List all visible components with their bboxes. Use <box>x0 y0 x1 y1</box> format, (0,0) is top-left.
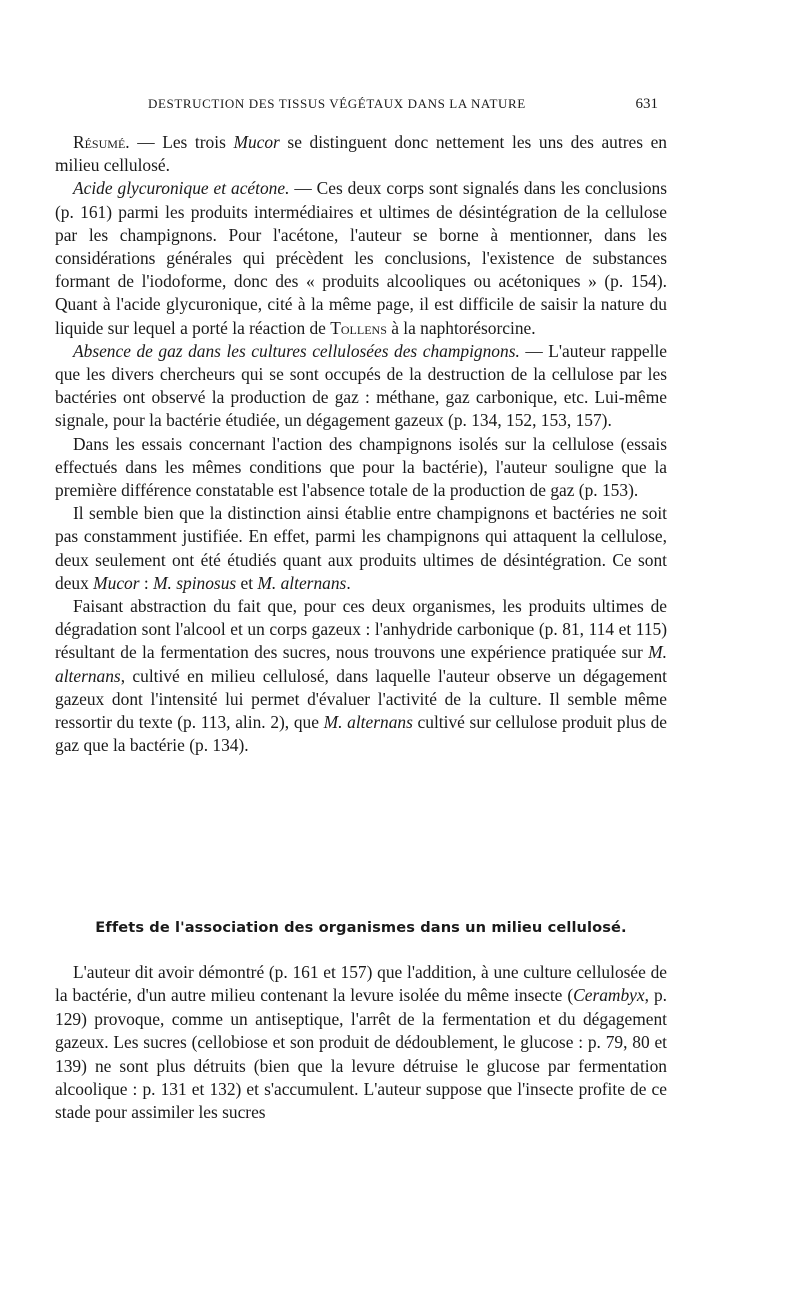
page-number: 631 <box>635 96 658 112</box>
text-run: L'auteur dit avoir démontré (p. 161 et 157) que l'addition, à une culture cellulosée de la bactérie, d'un autre milieu contenant la levure isolée du même insecte ( <box>55 962 667 1006</box>
text-run: . <box>346 572 351 593</box>
italic-run: M. alternans <box>257 572 347 593</box>
author-name: Tollens <box>330 317 387 338</box>
resume-lead: Résumé. <box>73 132 130 152</box>
text-run: Faisant abstraction du fait que, pour ces deux organismes, les produits ultimes de dégradation sont l'alcool et un corps gazeux : l'anhydride carbonique (p. 81, 114 et 115) résultant de la fermentation des sucres, nous trouvons une expérience pratiquée sur <box>55 596 667 663</box>
italic-run: Mucor <box>233 132 280 152</box>
running-header <box>148 96 658 113</box>
text-run: — Les trois <box>129 132 234 152</box>
paragraph-acide-glycuronique <box>55 177 667 339</box>
italic-run: Cerambyx <box>573 985 645 1006</box>
paragraph-absence-de-gaz <box>55 340 667 433</box>
text-run: et <box>236 572 258 593</box>
text-run: Il semble bien que la distinction ainsi établie entre champignons et bactéries ne soit pas constamment justifiée. En effet, parmi les champignons qui attaquent la cellulose, deux seulement ont été étudiés quant aux produits ultimes de désintégration. Ce sont deux <box>55 503 667 593</box>
text-run: cultivé sur cellulose produit plus de gaz que la bactérie (p. 134). <box>55 712 667 756</box>
italic-run: M. spinosus <box>153 572 237 593</box>
text-run: se distinguent donc nettement les uns des autres en milieu cellulosé. <box>55 132 667 176</box>
body-text-lower <box>55 961 667 1125</box>
text-run: — L'auteur rappelle que les divers chercheurs qui se sont occupés de la destruction de la cellulose par les bactéries ont observé la production de gaz : méthane, gaz carbonique, etc. Lui-même signale, pour la bactérie étudiée, un dégagement gazeux (p. 134, 152, 153, 157). <box>55 340 667 431</box>
paragraph-lead-italic: Absence de gaz dans les cultures cellulosées des champignons. <box>73 340 520 361</box>
paragraph-association <box>55 961 667 1125</box>
text-run: , p. 129) provoque, comme un antiseptique, l'arrêt de la fermentation et du dégagement gazeux. Les sucres (cellobiose et son produit de dédoublement, le glucose : p. 79, 80 et 139) ne sont plus détruits (bien que la levure détruise le glucose par fermentation alcoolique : p. 131 et 132) et s'accumulent. L'auteur suppose que l'insecte profite de ce stade pour assimiler les sucres <box>55 985 667 1123</box>
text-run: , cultivé en milieu cellulosé, dans laquelle l'auteur observe un dégagement gazeux dont l'intensité lui permet d'évaluer l'activité de la culture. Il semble même ressortir du texte (p. 113, alin. 2), que <box>55 665 667 733</box>
text-run: à la naphtorésorcine. <box>386 317 536 338</box>
paragraph-resume <box>55 131 667 177</box>
paragraph-essais <box>55 433 667 503</box>
text-run: Dans les essais concernant l'action des champignons isolés sur la cellulose (essais effectués dans les mêmes conditions que pour la bactérie), l'auteur souligne que la première différence constatable est l'absence totale de la production de gaz (p. 153). <box>55 433 667 501</box>
paragraph-distinction <box>55 502 667 595</box>
italic-run: M. alternans <box>323 712 413 733</box>
body-text-upper <box>55 131 667 757</box>
paragraph-lead-italic: Acide glycuronique et acétone. <box>73 178 290 199</box>
section-heading: Effets de l'association des organismes dans un milieu cellulosé. <box>95 919 627 936</box>
italic-run: Mucor <box>93 572 140 593</box>
italic-run: M. alternans <box>55 642 667 686</box>
running-title: DESTRUCTION DES TISSUS VÉGÉTAUX DANS LA NATURE <box>148 96 526 111</box>
text-run: — Ces deux corps sont signalés dans les conclusions (p. 161) parmi les produits intermédiaires et ultimes de désintégration de la cellulose par les champignons. Pour l'acétone, l'auteur se borne à mentionner, dans les considérations générales qui précèdent les conclusions, l'existence de substances formant de l'iodoforme, donc des « produits alcooliques ou acétoniques » (p. 154). Quant à l'acide glycuronique, cité à la même page, il est difficile de saisir la nature du liquide sur lequel a porté la réaction de <box>55 178 667 338</box>
text-run: : <box>139 572 154 593</box>
paragraph-abstraction <box>55 595 667 757</box>
